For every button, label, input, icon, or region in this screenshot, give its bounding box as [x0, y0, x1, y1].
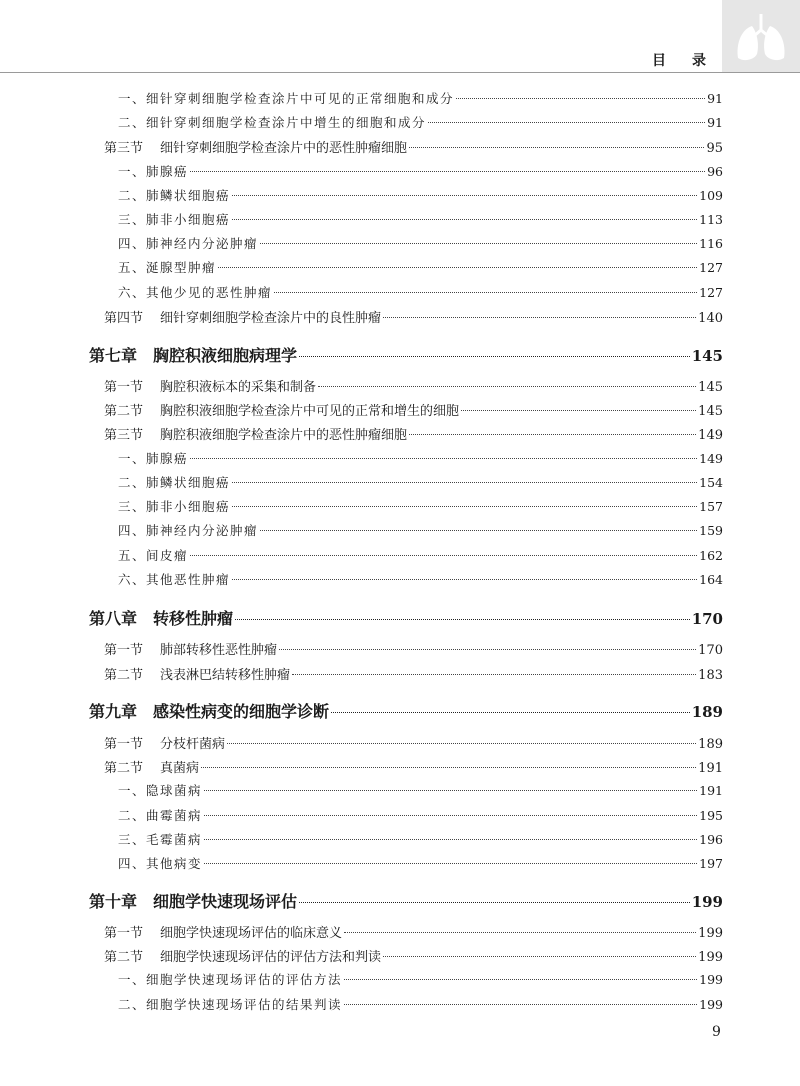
toc-section-entry — [104, 307, 723, 326]
toc-entry-title: 五、涎腺型肿瘤 — [118, 260, 217, 275]
toc-entry-title: 四、其他病变 — [118, 856, 203, 871]
toc-entry-page: 199 — [699, 997, 723, 1012]
toc-entry-label — [118, 162, 188, 180]
dot-leader — [190, 458, 697, 459]
toc-entry-number: 第十章 — [89, 892, 138, 911]
dot-leader — [318, 386, 696, 387]
toc-section-entry — [104, 424, 723, 443]
toc-entry-page: 95 — [706, 141, 723, 156]
dot-leader — [260, 243, 697, 244]
toc-entry-number: 第四节 — [104, 311, 144, 326]
toc-entry-page: 91 — [707, 91, 723, 106]
toc-entry-page: 199 — [699, 972, 723, 987]
toc-entry-page: 127 — [699, 260, 723, 275]
toc-entry-label — [104, 307, 381, 326]
toc-entry-label — [118, 806, 202, 824]
toc-entry-number: 第一节 — [104, 380, 144, 395]
toc-entry-title: 一、隐球菌病 — [118, 783, 203, 798]
dot-leader — [232, 579, 697, 580]
toc-chapter-entry — [89, 606, 723, 629]
toc-entry-title: 胸腔积液标本的采集和制备 — [160, 380, 317, 395]
toc-entry-page: 149 — [698, 428, 723, 443]
toc-entry-page: 199 — [691, 893, 723, 911]
toc-entry-number: 第二节 — [104, 404, 144, 419]
toc-entry-title: 细胞学快速现场评估 — [153, 892, 298, 911]
toc-section-entry — [104, 757, 723, 776]
toc-entry-page: 116 — [699, 236, 723, 251]
toc-entry-page: 96 — [707, 164, 723, 179]
toc-entry-title: 真菌病 — [160, 761, 200, 776]
toc-entry-page: 91 — [707, 115, 723, 130]
toc-entry-label — [89, 606, 233, 629]
toc-entry-label — [118, 186, 230, 204]
toc-entry-page: 199 — [698, 926, 723, 941]
toc-entry-label — [118, 258, 216, 276]
toc-entry-label — [104, 757, 199, 776]
toc-section-entry — [104, 376, 723, 395]
toc-section-entry — [104, 639, 723, 658]
toc-subsection-entry — [118, 830, 723, 848]
toc-entry-title: 五、间皮瘤 — [118, 548, 189, 563]
toc-entry-page: 145 — [698, 404, 723, 419]
dot-leader — [461, 410, 696, 411]
toc-section-entry — [104, 946, 723, 965]
dot-leader — [344, 1004, 697, 1005]
toc-entry-title: 肺部转移性恶性肿瘤 — [160, 643, 278, 658]
toc-entry-label — [118, 995, 342, 1013]
dot-leader — [274, 292, 697, 293]
dot-leader — [299, 356, 690, 357]
toc-entry-title: 细针穿刺细胞学检查涂片中的良性肿瘤 — [160, 311, 382, 326]
toc-entry-label — [104, 400, 459, 419]
toc-entry-title: 胸腔积液细胞学检查涂片中的恶性肿瘤细胞 — [160, 428, 408, 443]
toc-entry-label — [118, 570, 230, 588]
dot-leader — [299, 902, 690, 903]
dot-leader — [201, 767, 696, 768]
toc-entry-label — [104, 664, 290, 683]
toc-section-entry — [104, 664, 723, 683]
dot-leader — [331, 712, 690, 713]
toc-entry-page: 189 — [698, 737, 723, 752]
dot-leader — [383, 317, 696, 318]
toc-entry-page: 191 — [699, 783, 723, 798]
toc-entry-page: 157 — [699, 499, 723, 514]
dot-leader — [344, 979, 697, 980]
toc-entry-page: 199 — [698, 950, 723, 965]
toc-subsection-entry — [118, 473, 723, 491]
toc-entry-label — [118, 449, 188, 467]
toc-subsection-entry — [118, 89, 723, 107]
toc-entry-page: 197 — [699, 856, 723, 871]
dot-leader — [235, 619, 690, 620]
toc-entry-page: 183 — [698, 668, 723, 683]
toc-subsection-entry — [118, 113, 723, 131]
toc-entry-label — [118, 854, 202, 872]
toc-entry-label — [104, 376, 316, 395]
toc-entry-number: 第三节 — [104, 428, 144, 443]
dot-leader — [204, 863, 697, 864]
toc-entry-label — [118, 113, 426, 131]
toc-entry-title: 一、细胞学快速现场评估的评估方法 — [118, 972, 343, 987]
toc-entry-title: 六、其他恶性肿瘤 — [118, 572, 231, 587]
header-rule — [0, 72, 800, 73]
toc-entry-title: 细针穿刺细胞学检查涂片中的恶性肿瘤细胞 — [160, 141, 408, 156]
toc-section-entry — [104, 137, 723, 156]
toc-subsection-entry — [118, 210, 723, 228]
toc-entry-label — [118, 830, 202, 848]
toc-subsection-entry — [118, 283, 723, 301]
dot-leader — [204, 790, 697, 791]
toc-entry-number: 第一节 — [104, 926, 144, 941]
toc-entry-number: 第九章 — [89, 702, 138, 721]
toc-entry-page: 149 — [699, 451, 723, 466]
toc-entry-page: 189 — [691, 703, 723, 721]
toc-entry-page: 195 — [699, 808, 723, 823]
toc-entry-title: 二、肺鳞状细胞癌 — [118, 188, 231, 203]
toc-subsection-entry — [118, 995, 723, 1013]
toc-entry-title: 感染性病变的细胞学诊断 — [153, 702, 330, 721]
lungs-icon — [722, 0, 800, 72]
dot-leader — [409, 434, 696, 435]
toc-entry-page: 170 — [698, 643, 723, 658]
toc-entry-title: 转移性肿瘤 — [153, 609, 234, 628]
dot-leader — [232, 219, 697, 220]
page-number: 9 — [712, 1024, 721, 1040]
toc-entry-title: 二、细胞学快速现场评估的结果判读 — [118, 997, 343, 1012]
toc-entry-number: 第一节 — [104, 643, 144, 658]
toc-subsection-entry — [118, 854, 723, 872]
toc-entry-page: 191 — [698, 761, 723, 776]
toc-subsection-entry — [118, 162, 723, 180]
toc-entry-title: 分枝杆菌病 — [160, 737, 226, 752]
toc-entry-title: 四、肺神经内分泌肿瘤 — [118, 523, 259, 538]
toc-entry-label — [104, 922, 342, 941]
toc-subsection-entry — [118, 570, 723, 588]
toc-entry-title: 二、曲霉菌病 — [118, 808, 203, 823]
dot-leader — [232, 195, 697, 196]
toc-entry-title: 一、肺腺癌 — [118, 164, 189, 179]
dot-leader — [204, 815, 697, 816]
toc-entry-title: 细胞学快速现场评估的临床意义 — [160, 926, 343, 941]
toc-entry-page: 127 — [699, 285, 723, 300]
toc-entry-page: 145 — [698, 380, 723, 395]
toc-subsection-entry — [118, 970, 723, 988]
dot-leader — [227, 743, 696, 744]
toc-entry-title: 细胞学快速现场评估的评估方法和判读 — [160, 950, 382, 965]
dot-leader — [232, 482, 697, 483]
toc-chapter-entry — [89, 889, 723, 912]
toc-entry-label — [118, 781, 202, 799]
toc-entry-page: 140 — [698, 311, 723, 326]
toc-entry-page: 162 — [699, 548, 723, 563]
toc-entry-label — [104, 733, 225, 752]
toc-chapter-entry — [89, 699, 723, 722]
dot-leader — [204, 839, 697, 840]
toc-entry-label — [118, 210, 230, 228]
toc-subsection-entry — [118, 806, 723, 824]
header-title-char2: 录 — [692, 53, 708, 69]
toc-entry-page: 159 — [699, 523, 723, 538]
dot-leader — [383, 956, 696, 957]
toc-entry-title: 浅表淋巴结转移性肿瘤 — [160, 668, 291, 683]
toc-entry-number: 第三节 — [104, 141, 144, 156]
toc-entry-page: 170 — [691, 610, 723, 628]
toc-entry-page: 196 — [699, 832, 723, 847]
toc-entry-label — [89, 343, 297, 366]
toc-subsection-entry — [118, 546, 723, 564]
toc-entry-page: 109 — [699, 188, 723, 203]
toc-entry-title: 三、肺非小细胞癌 — [118, 499, 231, 514]
dot-leader — [428, 122, 705, 123]
dot-leader — [344, 932, 696, 933]
toc-subsection-entry — [118, 186, 723, 204]
toc-entry-title: 六、其他少见的恶性肿瘤 — [118, 285, 273, 300]
toc-entry-label — [104, 639, 277, 658]
toc-section-entry — [104, 922, 723, 941]
toc-section-entry — [104, 733, 723, 752]
dot-leader — [260, 530, 697, 531]
toc-subsection-entry — [118, 258, 723, 276]
toc-entry-label — [118, 970, 342, 988]
toc-entry-label — [104, 946, 381, 965]
toc-subsection-entry — [118, 234, 723, 252]
dot-leader — [190, 555, 697, 556]
header-title-char1: 目 — [652, 53, 668, 69]
toc-subsection-entry — [118, 449, 723, 467]
toc-entry-page: 164 — [699, 572, 723, 587]
toc-entry-label — [118, 546, 188, 564]
toc-entry-label — [118, 521, 258, 539]
toc-section-entry — [104, 400, 723, 419]
toc-entry-label — [118, 473, 230, 491]
toc-entry-title: 二、肺鳞状细胞癌 — [118, 475, 231, 490]
dot-leader — [218, 267, 697, 268]
toc-entry-title: 三、肺非小细胞癌 — [118, 212, 231, 227]
dot-leader — [456, 98, 705, 99]
toc-entry-number: 第二节 — [104, 668, 144, 683]
toc-entry-title: 一、肺腺癌 — [118, 451, 189, 466]
toc-entry-title: 二、细针穿刺细胞学检查涂片中增生的细胞和成分 — [118, 115, 427, 130]
toc-entry-number: 第七章 — [89, 346, 138, 365]
dot-leader — [190, 171, 705, 172]
toc-subsection-entry — [118, 781, 723, 799]
toc-entry-label — [104, 137, 407, 156]
dot-leader — [232, 506, 697, 507]
toc-entry-number: 第二节 — [104, 761, 144, 776]
dot-leader — [279, 649, 696, 650]
toc-entry-number: 第八章 — [89, 609, 138, 628]
toc-entry-number: 第一节 — [104, 737, 144, 752]
toc-entry-label — [118, 89, 454, 107]
dot-leader — [292, 674, 696, 675]
toc-entry-page: 113 — [699, 212, 723, 227]
toc-subsection-entry — [118, 521, 723, 539]
toc-chapter-entry — [89, 343, 723, 366]
toc-entry-title: 胸腔积液细胞学检查涂片中可见的正常和增生的细胞 — [160, 404, 460, 419]
toc-entry-title: 一、细针穿刺细胞学检查涂片中可见的正常细胞和成分 — [118, 91, 455, 106]
dot-leader — [409, 147, 704, 148]
toc-entry-page: 154 — [699, 475, 723, 490]
toc-entry-label — [118, 283, 272, 301]
toc-entry-title: 四、肺神经内分泌肿瘤 — [118, 236, 259, 251]
toc-entry-title: 胸腔积液细胞病理学 — [153, 346, 298, 365]
toc-entry-number: 第二节 — [104, 950, 144, 965]
toc-entry-label — [118, 234, 258, 252]
toc-entry-label — [104, 424, 407, 443]
toc-entry-label — [89, 699, 329, 722]
toc-subsection-entry — [118, 497, 723, 515]
running-header — [652, 50, 708, 70]
toc-entry-title: 三、毛霉菌病 — [118, 832, 203, 847]
toc-entry-label — [89, 889, 297, 912]
toc-entry-label — [118, 497, 230, 515]
toc-entry-page: 145 — [691, 347, 723, 365]
